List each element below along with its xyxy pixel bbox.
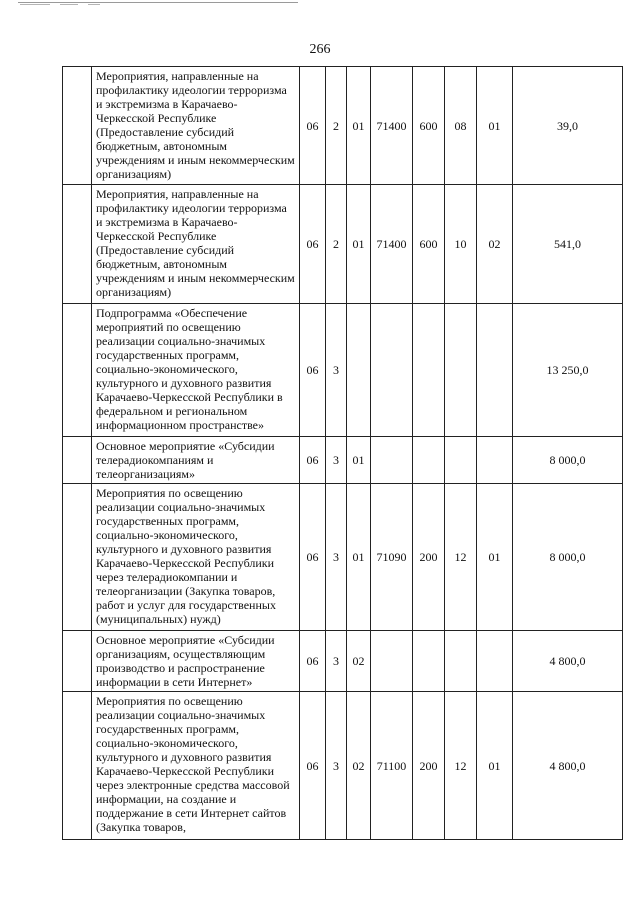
code-subsection: 01: [477, 67, 513, 185]
table-cell-blank: [63, 67, 92, 185]
table-row: [63, 692, 623, 840]
code-section: [445, 437, 477, 484]
amount: 4 800,0: [513, 631, 623, 692]
table-row: [63, 484, 623, 631]
table-row: [63, 631, 623, 692]
code-direction: [371, 631, 413, 692]
code-subsection: [477, 304, 513, 437]
code-subprogram: 01: [347, 67, 371, 185]
code-section: [445, 631, 477, 692]
table-row: [63, 67, 623, 185]
code-section: [445, 304, 477, 437]
budget-table: [62, 66, 623, 840]
code-expense-type: 600: [413, 67, 445, 185]
code-direction: [371, 437, 413, 484]
code-program: 2: [326, 185, 347, 304]
code-subprogram: [347, 304, 371, 437]
row-name: Мероприятия по освещению реализации социально-значимых государственных программ, социально-экономического, культурного и духовного развития Карачаево-Черкесской Республики через телерадиокомпании и телеорганизации (Закупка товаров, работ и услуг для государственных (муниципальных) нужд): [92, 484, 300, 631]
row-name: Подпрограмма «Обеспечение мероприятий по освещению реализации социально-значимых государственных программ, социально-экономического, культурного и духовного развития Карачаево-Черкесской Республики в федеральном и региональном информационном пространстве»: [92, 304, 300, 437]
code-min: 06: [300, 304, 326, 437]
scan-artifact: [0, 0, 210, 14]
amount: 13 250,0: [513, 304, 623, 437]
code-subsection: 01: [477, 692, 513, 840]
code-min: 06: [300, 484, 326, 631]
code-subprogram: 02: [347, 692, 371, 840]
code-section: 12: [445, 692, 477, 840]
row-name: Мероприятия, направленные на профилактику идеологии терроризма и экстремизма в Карачаево-Черкесской Республике (Предоставление субсидий бюджетным, автономным учреждениям и иным некоммерческим организациям): [92, 67, 300, 185]
code-subsection: 01: [477, 484, 513, 631]
code-subprogram: 01: [347, 185, 371, 304]
code-expense-type: 200: [413, 692, 445, 840]
code-program: 3: [326, 692, 347, 840]
code-program: 3: [326, 304, 347, 437]
code-direction: 71400: [371, 67, 413, 185]
amount: 8 000,0: [513, 484, 623, 631]
row-name: Основное мероприятие «Субсидии организациям, осуществляющим производство и распространение информации в сети Интернет»: [92, 631, 300, 692]
table-row: [63, 304, 623, 437]
code-min: 06: [300, 437, 326, 484]
amount: 39,0: [513, 67, 623, 185]
code-program: 3: [326, 484, 347, 631]
code-subsection: [477, 631, 513, 692]
code-direction: 71090: [371, 484, 413, 631]
code-min: 06: [300, 692, 326, 840]
code-subprogram: 02: [347, 631, 371, 692]
amount: 541,0: [513, 185, 623, 304]
code-program: 3: [326, 631, 347, 692]
table-cell-blank: [63, 692, 92, 840]
row-name: Мероприятия, направленные на профилактику идеологии терроризма и экстремизма в Карачаево-Черкесской Республике (Предоставление субсидий бюджетным, автономным учреждениям и иным некоммерческим организациям): [92, 185, 300, 304]
table-row: [63, 437, 623, 484]
code-subsection: 02: [477, 185, 513, 304]
code-direction: 71100: [371, 692, 413, 840]
code-min: 06: [300, 185, 326, 304]
code-expense-type: [413, 304, 445, 437]
code-section: 10: [445, 185, 477, 304]
code-expense-type: 600: [413, 185, 445, 304]
row-name: Мероприятия по освещению реализации социально-значимых государственных программ, социально-экономического, культурного и духовного развития Карачаево-Черкесской Республики через электронные средства массовой информации, на создание и поддержание в сети Интернет сайтов (Закупка товаров,: [92, 692, 300, 840]
code-program: 3: [326, 437, 347, 484]
amount: 8 000,0: [513, 437, 623, 484]
code-expense-type: 200: [413, 484, 445, 631]
code-program: 2: [326, 67, 347, 185]
code-min: 06: [300, 631, 326, 692]
table-cell-blank: [63, 437, 92, 484]
table-cell-blank: [63, 484, 92, 631]
code-expense-type: [413, 437, 445, 484]
code-subsection: [477, 437, 513, 484]
code-direction: [371, 304, 413, 437]
code-expense-type: [413, 631, 445, 692]
table-row: [63, 185, 623, 304]
page-number: 266: [309, 42, 331, 57]
code-section: 08: [445, 67, 477, 185]
code-min: 06: [300, 67, 326, 185]
table-cell-blank: [63, 631, 92, 692]
amount: 4 800,0: [513, 692, 623, 840]
code-subprogram: 01: [347, 437, 371, 484]
table-cell-blank: [63, 304, 92, 437]
code-subprogram: 01: [347, 484, 371, 631]
code-direction: 71400: [371, 185, 413, 304]
code-section: 12: [445, 484, 477, 631]
row-name: Основное мероприятие «Субсидии телерадиокомпаниям и телеорганизациям»: [92, 437, 300, 484]
table-cell-blank: [63, 185, 92, 304]
